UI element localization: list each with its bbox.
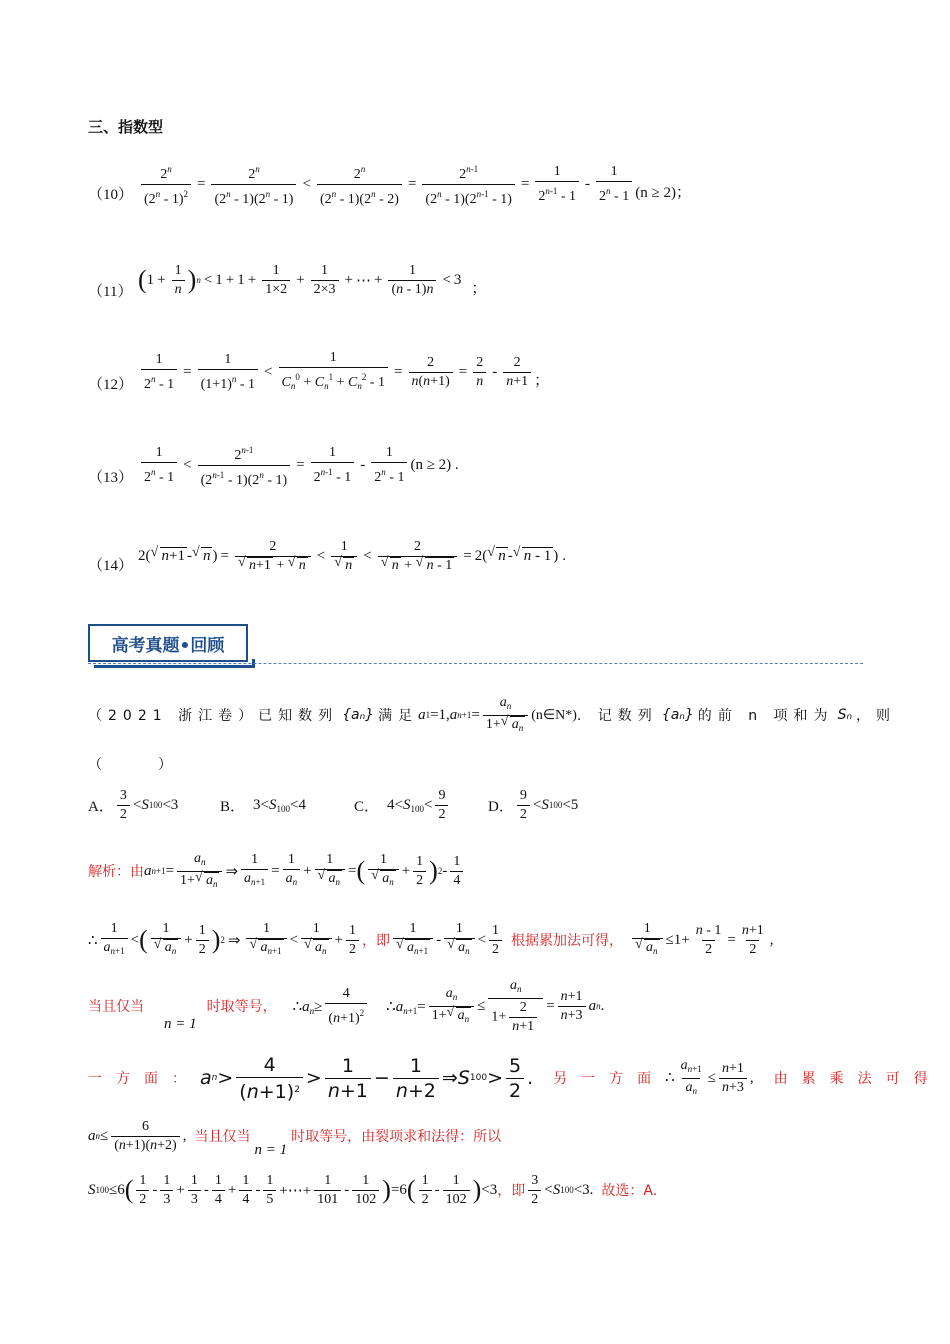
solution-final: 故选：A. bbox=[601, 1183, 658, 1199]
solution-line-3-c: 时取等号， bbox=[206, 999, 277, 1015]
option-c-label: C． bbox=[354, 798, 380, 815]
solution-label: 解析：由 bbox=[88, 864, 144, 880]
problem-satisfy: 满足 bbox=[378, 708, 419, 724]
solution-line-4-a: 一方面： bbox=[88, 1071, 200, 1087]
option-d: D． $\frac{9}{2}$ < S 100 <5 bbox=[488, 787, 579, 822]
solution-line-4: 一方面： a n > $\frac{4}{(n+1)^2}$ > $\frac{1}{n+1}$ − $\frac{1}{n+2}$ ⇒ S 100 > $\frac{5}{2}$ . 另一方面 ∴ $\frac{a_{n+1}}{a_n}$ ≤ $\frac{n+1}{n+3}$ , 由累乘法可得 bbox=[88, 1053, 942, 1103]
section-title: 三、指数型 bbox=[88, 118, 164, 136]
dashed-divider bbox=[88, 663, 863, 664]
equation-label-11: （11） bbox=[88, 284, 133, 300]
equation-11-tail: ； bbox=[471, 280, 487, 297]
equation-12-tail: ； bbox=[534, 372, 550, 389]
solution-line-3-b: n = 1 bbox=[164, 1015, 197, 1032]
option-b-label: B． bbox=[220, 798, 246, 815]
solution-line-4-b: 另一方面 bbox=[553, 1071, 666, 1087]
problem-statement: （2021 浙江卷）已知数列 {aₙ} 满足 a 1 =1, a n+1 = $\frac{a_n}{1+√ a_n}$ (n∈N*) . 记数列 {aₙ} 的前 n 项和为 Sₙ ，则 bbox=[88, 692, 863, 738]
equation-11: ( 1 + $\frac{1}{n}$ ) n < 1 + 1 + $\frac{1}{1\times 2}$ + $\frac{1}{2\times 3}$ + ⋯ + $\frac{1}{(n - 1)n}$ < 3 ； bbox=[138, 262, 487, 297]
equation-14-tail: . bbox=[562, 547, 566, 564]
option-a-label: A． bbox=[88, 798, 114, 815]
equation-12: $\frac{1}{2^n - 1}$ = $\frac{1}{(1+1)^n - 1}$ < $\frac{1}{C_n^0 + C_n^1 + C_n^2 - 1}$ = $\frac{2}{n(n+1)}$ = $\frac{2}{n}$ - $\frac{2}{n+1}$ ； bbox=[138, 348, 549, 396]
equation-13-tail: (n ≥ 2) . bbox=[410, 456, 459, 473]
problem-seq: {aₙ} bbox=[342, 707, 375, 723]
solution-line-2: ∴ $\frac{1}{a_{n+1}}$ < ( 1 √ $a_n$ + $\frac{1}{2}$ ) 2 ⇒ 1 √ $a_{n+1}$ < 1 √ $a_n$ + $\frac{1}{2}$ ，即 1 √ $a_{n+1}$ - 1 √ $a_n$ < $\frac{1}{2}$ 根据累加法可得， 1 √ $a_n$ ≤1+ $\frac{n - 1}{2}$ = $\frac{n+1}{2}$ , bbox=[88, 914, 774, 966]
solution-line-2-mid1: ，即 bbox=[362, 933, 390, 949]
problem-cond: (n∈N*) bbox=[531, 707, 577, 723]
solution-line-6-tail: ，即 bbox=[497, 1183, 526, 1199]
equation-10-tail: (n ≥ 2)； bbox=[635, 184, 691, 201]
section-banner: 高考真题•回顾 bbox=[88, 624, 248, 662]
solution-line-5: a n ≤ $\frac{6}{(n+1)(n+2)}$ , 当且仅当 n = 1 时取等号，由裂项求和法得：所以 bbox=[88, 1118, 502, 1158]
equation-13: $\frac{1}{2^n - 1}$ < $\frac{2^{n-1}}{(2^{n-1} - 1)(2^n - 1)}$ = $\frac{1}{2^{n-1} - 1}$ - $\frac{1}{2^n - 1}$ (n ≥ 2) . bbox=[138, 441, 459, 489]
option-c: C． $4<S_{100}<$ $\frac{9}{2}$ bbox=[354, 782, 451, 828]
equation-label-14: （14） bbox=[88, 558, 134, 574]
option-b: B． $3<S_{100}<4$ bbox=[220, 796, 306, 815]
answer-blank: （ ） bbox=[88, 757, 172, 773]
problem-seq-2: {aₙ} bbox=[661, 707, 694, 723]
solution-line-5-a: 当且仅当 bbox=[194, 1129, 251, 1145]
problem-sum: Sₙ bbox=[837, 707, 853, 723]
problem-sum-text: 的前 n 项和为 bbox=[697, 708, 834, 724]
solution-line-5-c: 时取等号，由裂项求和法得：所以 bbox=[291, 1129, 502, 1145]
equation-10: $\frac{2^n}{(2^n - 1)^2}$ = $\frac{2^n}{(2^n - 1)(2^n - 1)}$ < $\frac{2^n}{(2^n - 1)(2^n - 2)}$ = $\frac{2^{n-1}}{(2^n - 1)(2^{n-1} - 1)}$ = $\frac{1}{2^{n-1} - 1}$ - $\frac{1}{2^n - 1}$ (n ≥ 2)； bbox=[138, 160, 691, 208]
option-a: A． $\frac{3}{2}$ < S 100 <3 bbox=[88, 787, 179, 822]
solution-line-4-c: 由累乘法可得 bbox=[773, 1071, 942, 1087]
equation-14: 2( √ n+1 - √ n ) = 2 √ n+1 + √ n < 1 √ n < 2 √ n + √ n - 1 = 2( √ n - √ n - 1 ) . bbox=[138, 532, 566, 580]
solution-line-2-mid2: 根据累加法可得， bbox=[511, 933, 624, 949]
problem-then: ，则 bbox=[856, 708, 897, 724]
solution-line-3: 当且仅当 n = 1 时取等号， $\therefore a_n\ge$ $\frac{4}{(n+1)^2}$ $\therefore a_{n+1}=$ $\frac{a_n}{1+√ a_n}$ ≤ $a_n$ 1+ $\frac{2}{n+1}$ = $\frac{n+1}{n+3}$ a n . bbox=[88, 980, 604, 1032]
solution-line-5-b: n = 1 bbox=[254, 1141, 288, 1158]
equation-label-10: （10） bbox=[88, 187, 134, 203]
solution-line-6: S 100 ≤6 ( $\frac{1}{2}$ - $\frac{1}{3}$ + $\frac{1}{3}$ - $\frac{1}{4}$ + $\frac{1}{4}$ - $\frac{1}{5}$ +⋯+ $\frac{1}{101}$ - $\frac{1}{102}$ ) =6 ( $\frac{1}{2}$ - $\frac{1}{102}$ ) <3 ，即 $\frac{3}{2}$ < S 100 <3. 故选：A. bbox=[88, 1172, 658, 1207]
equation-label-12: （12） bbox=[88, 377, 134, 393]
option-d-label: D． bbox=[488, 798, 514, 815]
problem-note: . 记数列 bbox=[576, 708, 658, 724]
equation-label-13: （13） bbox=[88, 470, 134, 486]
problem-source: （2021 浙江卷）已知数列 bbox=[88, 708, 339, 724]
solution-line-3-a: 当且仅当 bbox=[88, 999, 144, 1015]
solution-line-1: 解析：由 a n+1 = $\frac{a_n}{1+√ a_n}$ ⇒ $\frac{1}{a_{n+1}}$ = $\frac{1}{a_n}$ + 1 √ $a_n$ = ( 1 √ $a_n$ + $\frac{1}{2}$ ) 2 - $\frac{1}{4}$ bbox=[88, 845, 466, 897]
